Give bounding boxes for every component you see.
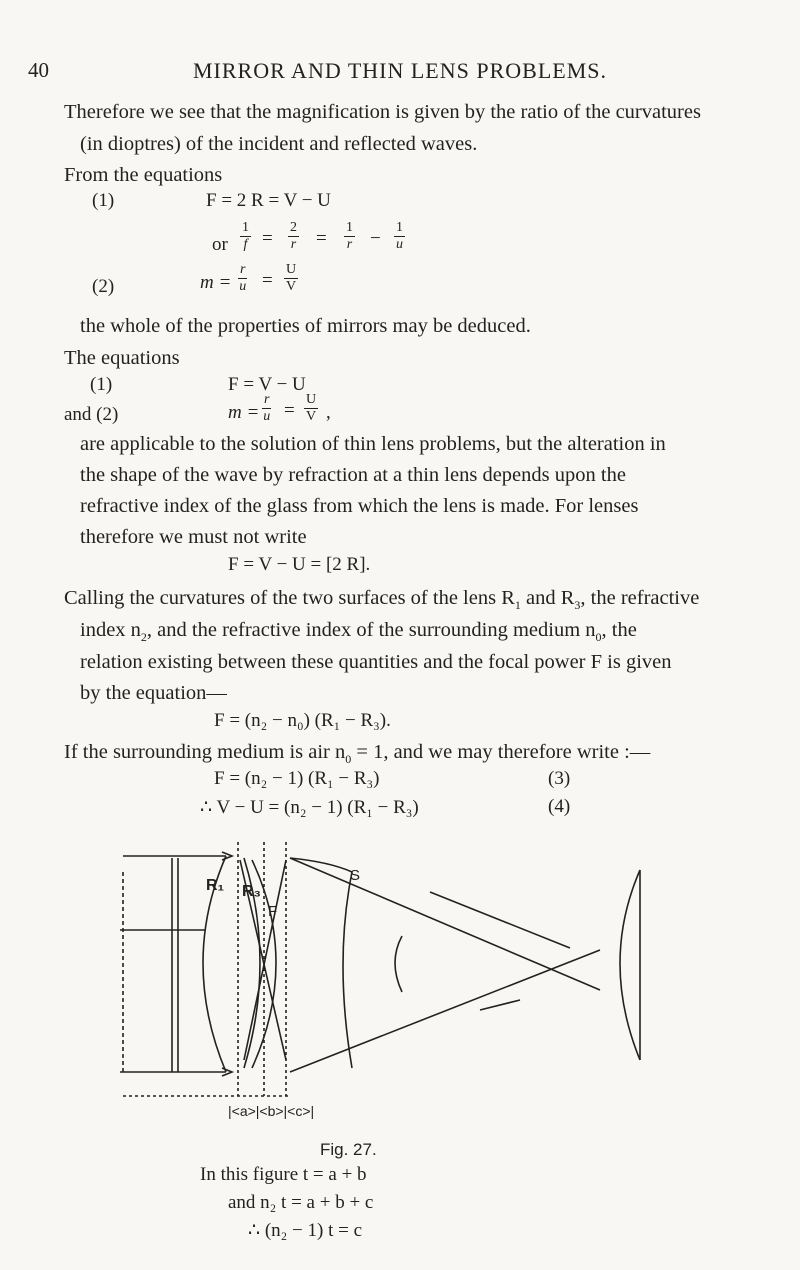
eq4-tail: ,: [326, 402, 331, 423]
para1-line1: Therefore we see that the magnification is given by the ratio of the curvatures: [64, 101, 701, 123]
ray-converge-2: [290, 950, 600, 1072]
para3-line3: relation existing between these quantities and the focal power F is given: [80, 651, 672, 673]
text: , and the refractive index of the surrounding medium n: [146, 619, 596, 641]
label-s: S: [350, 867, 361, 884]
fig-note-2: and n₂ t = a + b + c: [228, 1192, 374, 1213]
eq7: F = (n₂ − 1) (R₁ − R₃): [214, 768, 380, 789]
para2-line3: refractive index of the glass from which the lens is made. For lenses: [80, 495, 639, 517]
frac-den: u: [396, 237, 403, 252]
whole-properties: the whole of the properties of mirrors may be deduced.: [80, 315, 531, 337]
para3-line4: by the equation—: [80, 682, 227, 704]
eq8: ∴ V − U = (n₂ − 1) (R₁ − R₃): [200, 797, 419, 818]
sub: 2: [140, 630, 147, 645]
sub: 0: [345, 752, 352, 767]
eq6: F = (n₂ − n₀) (R₁ − R₃).: [214, 710, 391, 731]
frac-num: U: [286, 262, 297, 277]
wave-front-2: [395, 936, 402, 992]
eq1-op-3: −: [370, 228, 381, 249]
label-r1: R₁: [206, 877, 225, 894]
fig-note-3: ∴ (n₂ − 1) t = c: [248, 1220, 363, 1241]
eq4-m: m =: [228, 402, 260, 423]
text: If the surrounding medium is air n: [64, 741, 346, 763]
frac-num: U: [306, 392, 317, 407]
frac-den: V: [306, 409, 317, 424]
eq5: F = V − U = [2 R].: [228, 554, 371, 575]
frac-den: r: [346, 237, 353, 252]
eq7-number: (3): [548, 768, 571, 789]
text: , the: [601, 619, 637, 641]
text: , the refractive: [580, 587, 700, 609]
eq2-op: =: [262, 270, 273, 291]
sub: 3: [574, 598, 581, 613]
wave-upper: [290, 858, 352, 872]
ray-lower-segment: [480, 1000, 520, 1010]
eq1-or: or: [212, 234, 228, 255]
eq8-number: (4): [548, 796, 571, 817]
right-curve: [620, 870, 640, 1060]
label-f: F: [268, 903, 278, 920]
eq1-op-1: =: [262, 228, 273, 249]
eq3-main: F = V − U: [228, 374, 306, 395]
text: = 1, and we may therefore write :—: [351, 741, 651, 763]
frac-den: V: [286, 279, 297, 294]
ray-upper-segment: [430, 892, 570, 948]
para2-line4: therefore we must not write: [80, 526, 307, 548]
frac-den: f: [243, 237, 248, 252]
frac-den: u: [263, 409, 271, 424]
para2-line2: the shape of the wave by refraction at a thin lens depends upon the: [80, 464, 626, 486]
ray-converge-1: [290, 858, 600, 990]
wave-front: [343, 872, 352, 1068]
text: Calling the curvatures of the two surfaces of the lens R: [64, 587, 515, 609]
para1-line2: (in dioptres) of the incident and reflected waves.: [80, 133, 478, 155]
eq3-label: (1): [90, 374, 113, 395]
dim-labels: |<a>|<b>|<c>|: [228, 1103, 315, 1119]
eq4-label: and (2): [64, 404, 119, 425]
eq1-label: (1): [92, 190, 115, 211]
eq2-label: (2): [92, 276, 115, 297]
eq4-op: =: [284, 400, 295, 421]
page-number: 40: [28, 58, 49, 82]
eq1-op-2: =: [316, 228, 327, 249]
the-equations: The equations: [64, 347, 180, 369]
frac-den: u: [239, 279, 247, 294]
frac-num: 1: [346, 220, 353, 235]
frac-num: 2: [290, 220, 297, 235]
frac-num: 1: [396, 220, 403, 235]
text: and R: [520, 587, 575, 609]
text: index n: [80, 619, 141, 641]
frac-den: r: [290, 237, 297, 252]
fig-note-1: In this figure t = a + b: [200, 1164, 367, 1185]
from-equations: From the equations: [64, 164, 223, 186]
label-r3: R₃: [242, 883, 261, 900]
eq1-main: F = 2 R = V − U: [206, 190, 331, 211]
para2-line1: are applicable to the solution of thin lens problems, but the alteration in: [80, 433, 666, 455]
sub: 0: [595, 630, 602, 645]
running-head: MIRROR AND THIN LENS PROBLEMS.: [192, 58, 608, 83]
figure-caption: Fig. 27.: [320, 1140, 377, 1159]
sub: 1: [514, 598, 521, 613]
frac-num: 1: [242, 220, 249, 235]
frac-num: r: [264, 392, 270, 407]
eq2-m: m =: [200, 272, 232, 293]
frac-num: r: [240, 262, 246, 277]
